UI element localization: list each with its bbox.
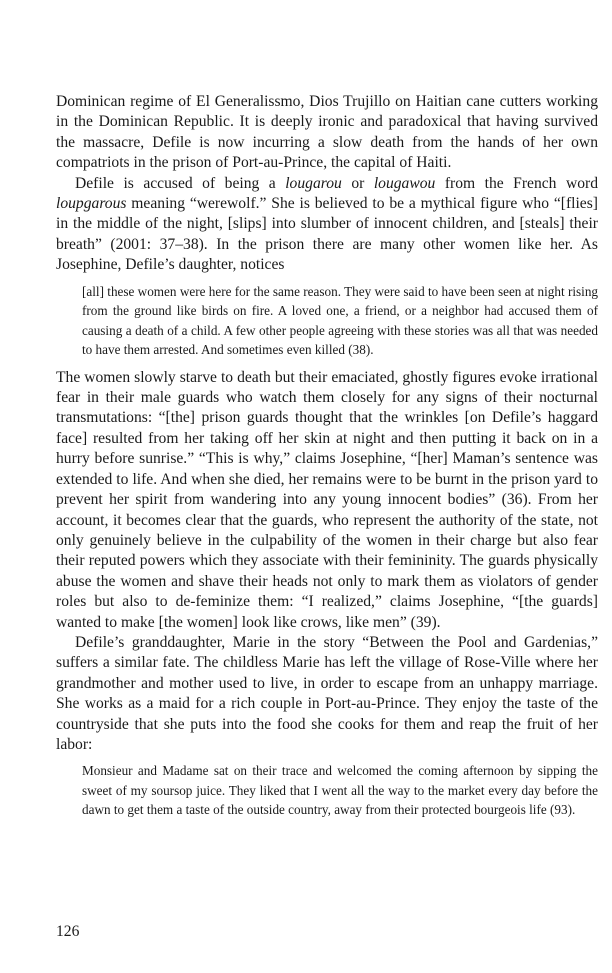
paragraph-4: Defile’s granddaughter, Marie in the story “Between the Pool and Gardenias,” suffers a similar fate. The childless Marie has left the village of Rose-Ville where her grandmother and mother used to live, in order to escape from an unhappy marriage. She works as a maid for a rich couple in Port-au-Prince. They enjoy the taste of the countryside that she puts into the food she cooks for them and reap the fruit of her labor: [56,633,598,753]
paragraph-1: Dominican regime of El Generalissmo, Dios Trujillo on Haitian cane cutters working in the Dominican Republic. It is deeply ironic and paradoxical that having survived the massacre, Defile is now incurring a slow death from the hands of her own compatriots in the prison of Port-au-Prince, the capital of Haiti. [56,93,598,172]
term-loupgarous: loupgarous [56,195,127,213]
paragraph-3: The women slowly starve to death but their emaciated, ghostly figures evoke irrational fear in their male guards who watch them closely for any signs of their nocturnal transmutations: “[the] prison guards thought that the wrinkles [on Defile’s haggard face] resulted from her taking off her skin at night and then putting it back on in a hurry before sunrise.” “This is why,” claims Josephine, “[her] Maman’s sentence was extended to life. And when she died, her remains were to be burnt in the prison yard to prevent her spirit from wandering into any young innocent bodies” (36). From her account, it becomes clear that the guards, who represent the authority of the state, not only genuinely believe in the culpability of the women in their charge but also fear their reputed powers which they associate with their femininity. The guards physically abuse the women and shave their heads not only to mark them as violators of gender roles but also to de-feminize them: “I realized,” claims Josephine, “[the guards] wanted to make [the women] look like crows, like men” (39). [56,368,598,631]
block-quote-2: Monsieur and Madame sat on their trace and welcomed the coming afternoon by sipping the sweet of my soursop juice. They liked that I went all the way to the market every day before the dawn to get them a taste of the outside country, away from their protected bourgeois life (93). [82,763,598,818]
paragraph-2-text-a: Defile is accused of being a [75,174,286,192]
page-body [56,92,598,828]
block-quote-1: [all] these women were here for the same reason. They were said to have been seen at night rising from the ground like birds on fire. A loved one, a friend, or a neighbor had accused them of causing a death of a child. A few other people agreeing with these stories was all that was needed to have them arrested. And sometimes even killed (38). [82,283,598,358]
paragraph-2-text-d: meaning “werewolf.” She is believed to be a mythical figure who “[flies] in the middle of the night, [slips] into slumber of innocent children, and [steals] their breath” (2001: 37–38). In the prison there are many other women like her. As Josephine, Defile’s daughter, notices [56,195,598,274]
term-lougarou: lougarou [285,174,342,192]
paragraph-2-text-c: from the French word [435,174,599,192]
term-lougawou: lougawou [373,174,436,192]
paragraph-2 [56,174,598,276]
paragraph-2-text-b: or [341,174,374,192]
page-number: 126 [56,923,80,940]
